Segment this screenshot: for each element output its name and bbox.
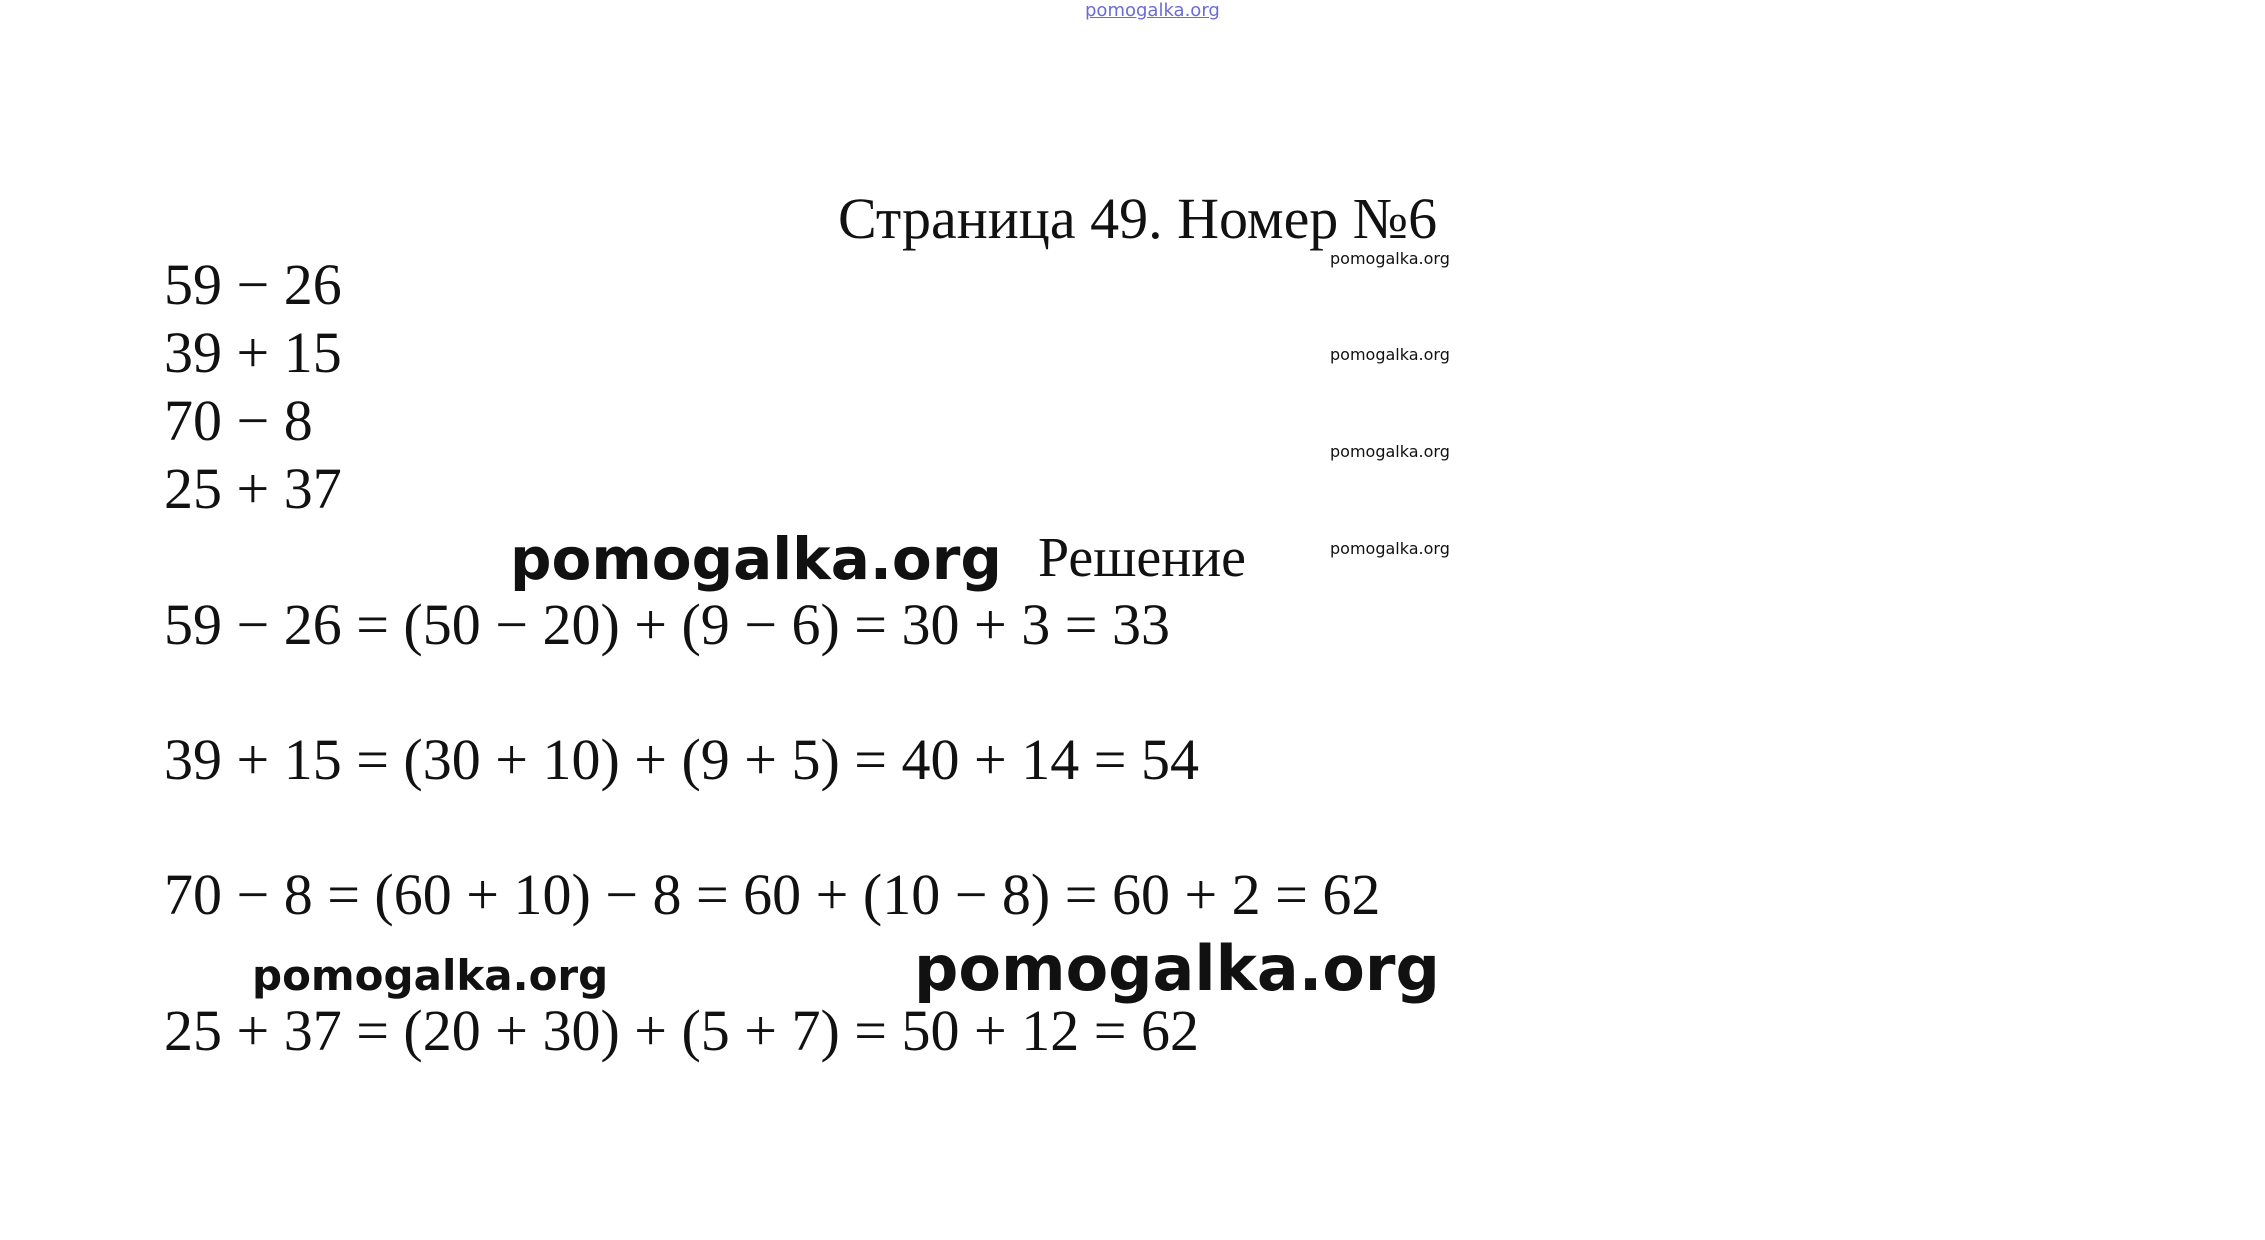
watermark-small: pomogalka.org xyxy=(1330,442,1450,461)
watermark-small: pomogalka.org xyxy=(1330,249,1450,268)
problem-expression: 39 + 15 xyxy=(164,320,342,385)
problem-expression: 70 − 8 xyxy=(164,388,313,453)
solution-heading: Решение xyxy=(1038,527,1247,589)
watermark-large: pomogalka.org xyxy=(252,951,609,1000)
problem-expression: 25 + 37 xyxy=(164,456,342,521)
solution-line: 59 − 26 = (50 − 20) + (9 − 6) = 30 + 3 = 33 xyxy=(164,592,1170,657)
solution-line: 39 + 15 = (30 + 10) + (9 + 5) = 40 + 14 = 54 xyxy=(164,727,1199,792)
solution-line: 70 − 8 = (60 + 10) − 8 = 60 + (10 − 8) = 60 + 2 = 62 xyxy=(164,862,1381,927)
top-watermark-link[interactable]: pomogalka.org xyxy=(1085,0,1220,21)
problem-expression: 59 − 26 xyxy=(164,252,342,317)
solution-line: 25 + 37 = (20 + 30) + (5 + 7) = 50 + 12 = 62 xyxy=(164,998,1199,1063)
watermark-large: pomogalka.org xyxy=(510,525,1002,593)
watermark-small: pomogalka.org xyxy=(1330,345,1450,364)
watermark-large: pomogalka.org xyxy=(914,932,1440,1005)
page-title: Страница 49. Номер №6 xyxy=(838,186,1438,251)
watermark-small: pomogalka.org xyxy=(1330,539,1450,558)
